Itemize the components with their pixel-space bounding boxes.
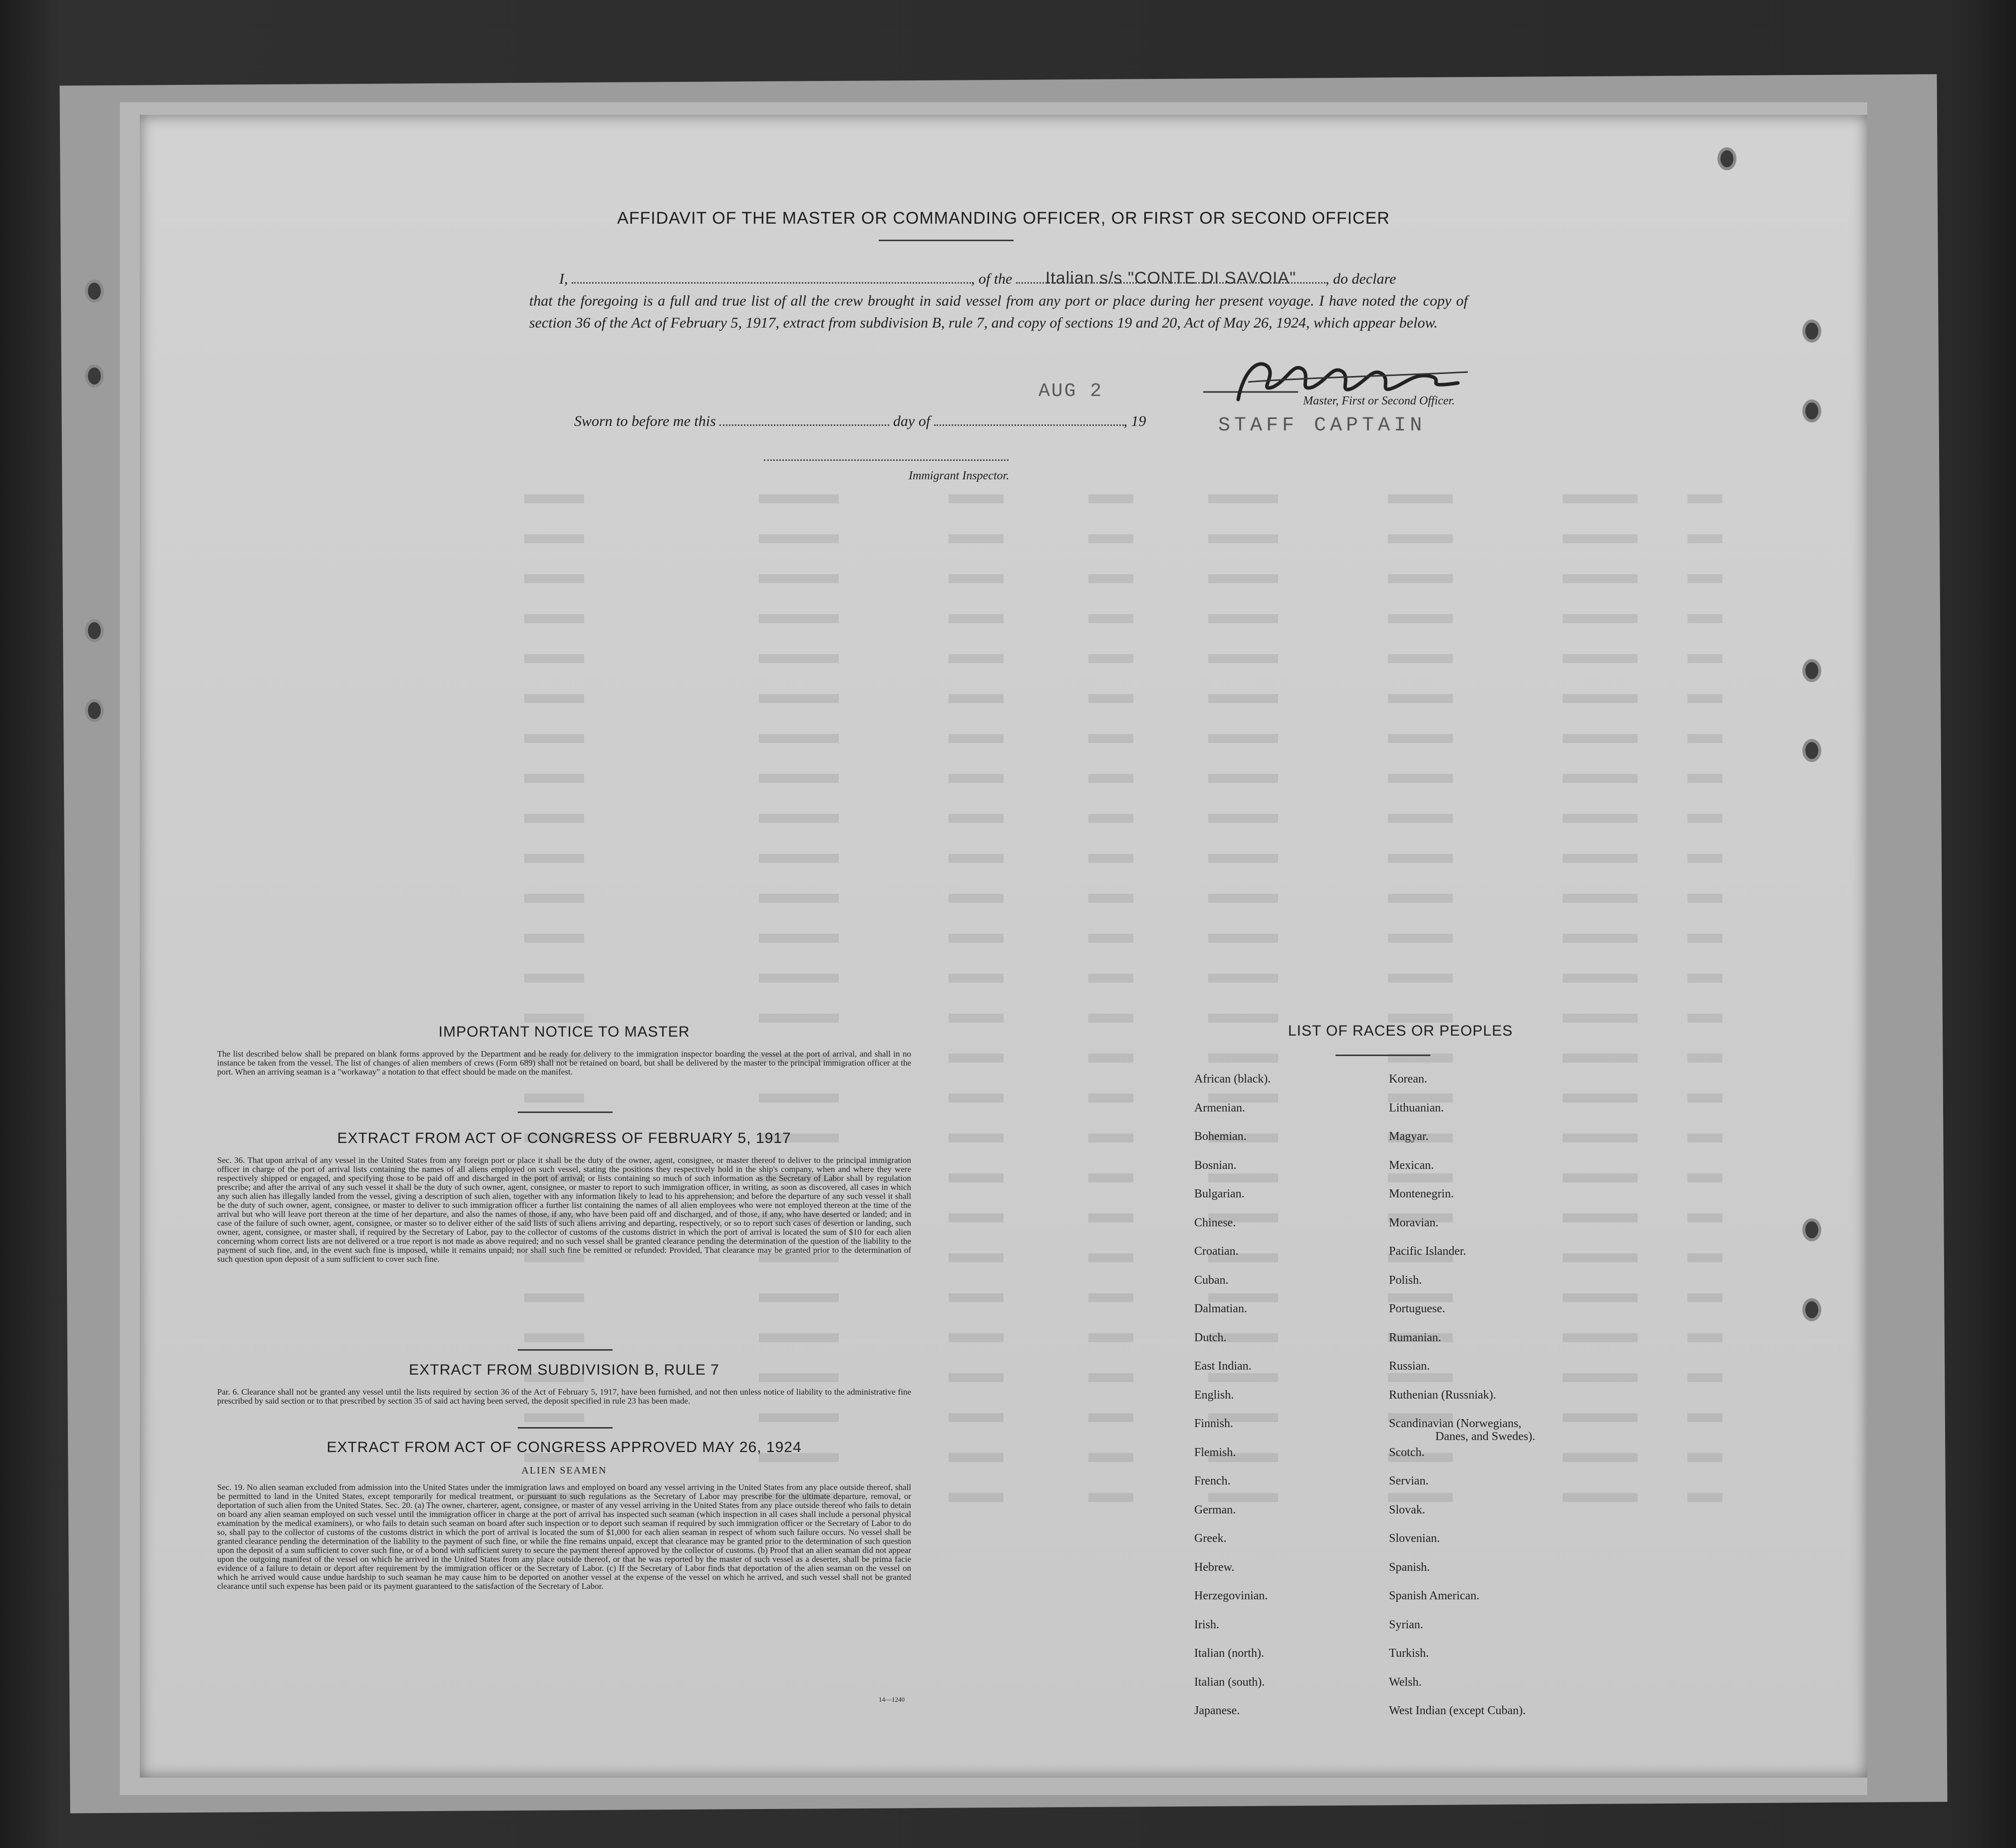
ghost-text	[1687, 934, 1722, 943]
ghost-text	[1088, 1094, 1133, 1103]
notice-title: IMPORTANT NOTICE TO MASTER	[438, 1024, 690, 1040]
ghost-text	[1088, 574, 1133, 583]
races-title: LIST OF RACES OR PEOPLES	[1288, 1023, 1513, 1039]
ghost-text	[1208, 1373, 1278, 1382]
name-blank	[572, 267, 971, 284]
ghost-text	[1388, 1373, 1453, 1382]
ship-blank	[1016, 267, 1326, 288]
ghost-text	[524, 854, 584, 863]
ghost-text	[524, 574, 584, 583]
ghost-text	[1563, 854, 1638, 863]
ghost-text	[524, 1293, 584, 1302]
ghost-text	[1563, 814, 1638, 823]
ghost-text	[759, 894, 839, 903]
ghost-text	[1088, 1453, 1133, 1462]
ghost-text	[949, 1173, 1004, 1182]
affidavit-i-label: I,	[559, 271, 568, 287]
race-item: Italian (north).	[1194, 1647, 1264, 1660]
ghost-text	[949, 614, 1004, 623]
race-item: Dalmatian.	[1194, 1302, 1247, 1315]
ghost-text	[1388, 694, 1453, 703]
extract-rule7-title: EXTRACT FROM SUBDIVISION B, RULE 7	[409, 1362, 719, 1378]
ghost-text	[1687, 1014, 1722, 1023]
ghost-text	[524, 934, 584, 943]
ghost-text	[1208, 814, 1278, 823]
extract-1917-text: Sec. 36. That upon arrival of any vessel in the United States from any foreign port or place it shall be the duty of the owner, agent, consignee, or master thereof to deliver to the principal immigration officer in charge of the port of arrival lists containing the names of all aliens employed on such vessel, stating the positions they respectively hold in the ship's company, when and where they were respectively shipped or engaged, and specifying those to be paid off and discharged in the port of arrival; or lists containing so much of such information as the Secretary of Labor shall by regulation prescribe; and after the arrival of any such vessel it shall be the duty of such owner, agent, consignee, or master to report to such immigration officer, in writing, as soon as discovered, all cases in which any such alien has illegally landed from the vessel, giving a description of such alien, together with any information likely to lead to his apprehension; and before the departure of any such vessel it shall be the duty of such owner, agent, consignee, or master to deliver to such immigration officer a further list containing the names of all alien employees who were not employed thereon at the time of the arrival but who will leave port thereon at the time of her departure, and also the names of those, if any, who have been paid off and discharged, and of those, if any, who have deserted or landed; and in case of the failure of such owner, agent, consignee, or master so to deliver either of the said lists of such aliens arriving and departing, respectively, or so to report such cases of desertion or landing, such owner, agent, consignee, or master shall, if required by the Secretary of Labor, pay to the collector of customs of the customs district in which the port of arrival is located the sum of $10 for each alien concerning whom correct lists are not delivered or a true report is not made as above required; and no such vessel shall be granted clearance pending the determination of the question of the liability to the payment of such fine, and, in the event such fine is imposed, while it remains unpaid; nor shall such fine be remitted or refunded: Provided, That clearance may be granted prior to the determination of such question upon deposit of a sum sufficient to cover such fine.	[217, 1155, 911, 1264]
race-item: East Indian.	[1194, 1360, 1252, 1373]
ghost-text	[1088, 534, 1133, 543]
ghost-text	[524, 694, 584, 703]
ghost-text	[1687, 1054, 1722, 1063]
ghost-text	[1563, 1293, 1638, 1302]
divider	[518, 1427, 613, 1429]
ghost-text	[1687, 814, 1722, 823]
ghost-text	[1563, 1453, 1638, 1462]
ghost-text	[1088, 494, 1133, 503]
day-of-label: day of	[893, 413, 931, 429]
ghost-text	[949, 1493, 1004, 1502]
ghost-text	[1208, 854, 1278, 863]
ghost-text	[1208, 974, 1278, 983]
ghost-text	[1088, 1014, 1133, 1023]
ghost-text	[949, 894, 1004, 903]
ghost-text	[759, 694, 839, 703]
ghost-text	[1388, 854, 1453, 863]
ghost-text	[1388, 734, 1453, 743]
ghost-text	[1388, 974, 1453, 983]
signature-caption: Master, First or Second Officer.	[1303, 394, 1455, 407]
ghost-text	[1088, 1253, 1133, 1262]
race-item: Ruthenian (Russniak).	[1389, 1388, 1496, 1402]
race-item: Mexican.	[1389, 1158, 1434, 1172]
race-item: Welsh.	[1389, 1675, 1422, 1689]
race-item: Flemish.	[1194, 1446, 1236, 1459]
ghost-text	[524, 734, 584, 743]
race-item: Japanese.	[1194, 1704, 1240, 1717]
ghost-text	[1388, 1173, 1453, 1182]
race-item: Slovak.	[1389, 1503, 1425, 1516]
ghost-text	[1563, 1253, 1638, 1262]
punch-hole-icon	[1717, 147, 1736, 170]
extract-1924-title: EXTRACT FROM ACT OF CONGRESS APPROVED MAY 26, 1924	[327, 1439, 802, 1456]
ghost-text	[1687, 734, 1722, 743]
ghost-text	[1687, 1333, 1722, 1342]
race-item: French.	[1194, 1475, 1231, 1487]
ghost-text	[1088, 1373, 1133, 1382]
ghost-text	[1388, 534, 1453, 543]
ghost-text	[759, 654, 839, 663]
ghost-text	[1088, 1493, 1133, 1502]
ghost-text	[1388, 814, 1453, 823]
ghost-text	[1563, 734, 1638, 743]
punch-hole-icon	[1802, 739, 1821, 762]
race-item: Bulgarian.	[1194, 1187, 1245, 1200]
race-item: Slovenian.	[1389, 1532, 1440, 1545]
ghost-text	[759, 934, 839, 943]
ghost-text	[1208, 1293, 1278, 1302]
ghost-text	[1208, 694, 1278, 703]
ghost-text	[1088, 1293, 1133, 1302]
race-item: Bohemian.	[1194, 1130, 1247, 1143]
year-label: , 19	[1123, 413, 1146, 429]
ghost-text	[1208, 494, 1278, 503]
ghost-text	[1088, 854, 1133, 863]
ghost-text	[1208, 1493, 1278, 1502]
race-item: Servian.	[1389, 1475, 1429, 1487]
ghost-text	[949, 534, 1004, 543]
ghost-text	[759, 854, 839, 863]
sworn-label: Sworn to before me this	[574, 413, 716, 429]
race-item: Scotch.	[1389, 1446, 1425, 1459]
ghost-text	[949, 1094, 1004, 1103]
ghost-text	[1388, 894, 1453, 903]
ghost-text	[759, 1293, 839, 1302]
ghost-text	[1687, 1253, 1722, 1262]
ghost-text	[1563, 654, 1638, 663]
ghost-text	[1687, 1173, 1722, 1182]
ghost-text	[1388, 654, 1453, 663]
ghost-text	[759, 734, 839, 743]
ghost-text	[1088, 734, 1133, 743]
ghost-text	[949, 814, 1004, 823]
ghost-text	[759, 1094, 839, 1103]
race-item-continuation: Danes, and Swedes).	[1435, 1430, 1535, 1443]
race-item: Finnish.	[1194, 1417, 1234, 1430]
race-item: Pacific Islander.	[1389, 1245, 1466, 1258]
date-stamp: AUG 2	[1038, 380, 1103, 402]
race-item: Cuban.	[1194, 1273, 1229, 1287]
ghost-text	[1388, 1493, 1453, 1502]
affidavit-paragraph: that the foregoing is a full and true list of all the crew brought in said vessel from any port or place during her present voyage. I have noted the copy of section 36 of the Act of February 5, 1917, extract from subdivision B, rule 7, and copy of sections 19 and 20, Act of May 26, 1924, which appear below.	[529, 293, 1468, 331]
ghost-text	[1687, 534, 1722, 543]
ghost-text	[949, 934, 1004, 943]
ghost-text	[949, 1253, 1004, 1262]
ghost-text	[1088, 774, 1133, 783]
ghost-text	[1563, 894, 1638, 903]
ghost-text	[1088, 974, 1133, 983]
ghost-text	[1088, 1173, 1133, 1182]
form-number: 14—1240	[879, 1696, 905, 1703]
race-item: Turkish.	[1389, 1647, 1429, 1660]
race-item: African (black).	[1194, 1073, 1271, 1086]
inspector-caption: Immigrant Inspector.	[909, 469, 1009, 482]
ghost-text	[1088, 1133, 1133, 1142]
divider	[518, 1349, 613, 1351]
ghost-text	[949, 734, 1004, 743]
race-item: Spanish American.	[1389, 1589, 1480, 1602]
ghost-text	[1687, 894, 1722, 903]
ghost-text	[1208, 654, 1278, 663]
ghost-text	[1088, 934, 1133, 943]
ghost-text	[524, 614, 584, 623]
punch-hole-icon	[85, 365, 104, 387]
divider	[518, 1111, 613, 1113]
ghost-text	[1208, 574, 1278, 583]
ghost-text	[524, 1094, 584, 1103]
ghost-text	[1208, 534, 1278, 543]
ghost-text	[759, 774, 839, 783]
ghost-text	[1687, 1094, 1722, 1103]
ghost-text	[949, 1453, 1004, 1462]
ghost-text	[524, 774, 584, 783]
ghost-text	[1687, 694, 1722, 703]
ghost-text	[524, 1413, 584, 1422]
ghost-text	[1563, 974, 1638, 983]
ghost-text	[949, 1133, 1004, 1142]
ghost-text	[949, 1373, 1004, 1382]
ghost-text	[949, 974, 1004, 983]
ghost-text	[759, 1413, 839, 1422]
ghost-text	[759, 574, 839, 583]
ghost-text	[1687, 1373, 1722, 1382]
ghost-text	[759, 494, 839, 503]
ghost-text	[949, 1054, 1004, 1063]
inspector-signature-line	[764, 459, 1008, 461]
ghost-text	[1687, 574, 1722, 583]
ghost-text	[1088, 614, 1133, 623]
ghost-text	[524, 894, 584, 903]
extract-1924-text: Sec. 19. No alien seaman excluded from admission into the United States under the immigration laws and employed on board any vessel arriving in the United States from any place outside thereof, shall be permitted to land in the United States, except temporarily for medical treatment, or pursuant to such regulations as the Secretary of Labor may prescribe for the ultimate departure, removal, or deportation of such alien from the United States. Sec. 20. (a) The owner, charterer, agent, consignee, or master of any vessel arriving in the United States from any place outside thereof who fails to detain on board any alien seaman employed on such vessel until the immigration officer in charge at the port of arrival has inspected such seaman (which inspection in all cases shall include a personal physical examination by the medical examiners), or who fails to detain such seaman on board after such inspection or to deport such seaman if required by such immigration officer or the Secretary of Labor to do so, shall pay to the collector of customs of the customs district in which the port of arrival is located the sum of $1,000 for each alien seaman in respect of whom such failure occurs. No vessel shall be granted clearance pending the determination of the liability to the payment of such fine, or while the fine remains unpaid, except that clearance may be granted prior to the determination of such question upon the deposit of a sum sufficient to cover such fine, or of a bond with sufficient surety to secure the payment thereof approved by the collector of customs. (b) Proof that an alien seaman did not appear upon the outgoing manifest of the vessel on which he arrived in the United States from any place outside thereof, or that he was reported by the master of such vessel as a deserter, shall be prima facie evidence of a failure to detain or deport after requirement by the immigration officer or the Secretary of Labor. (c) If the Secretary of Labor finds that deportation of the alien seaman on the vessel on which he arrived would cause undue hardship to such seaman he may cause him to be deported on another vessel at the expense of the vessel on which he arrived, and such vessel shall not be granted clearance until such expense has been paid or its payment guaranteed to the satisfaction of the Secretary of Labor.	[217, 1482, 911, 1591]
extract-1917-title: EXTRACT FROM ACT OF CONGRESS OF FEBRUARY 5, 1917	[337, 1130, 791, 1146]
punch-hole-icon	[1802, 1298, 1821, 1321]
ghost-text	[1208, 1014, 1278, 1023]
ghost-text	[759, 614, 839, 623]
race-item: Magyar.	[1389, 1130, 1429, 1143]
sworn-row	[574, 409, 1146, 430]
ghost-text	[1088, 1333, 1133, 1342]
ghost-text	[524, 1333, 584, 1342]
ghost-text	[1208, 894, 1278, 903]
ghost-text	[1687, 774, 1722, 783]
ghost-text	[949, 1413, 1004, 1422]
ghost-text	[1563, 1014, 1638, 1023]
ghost-text	[1208, 614, 1278, 623]
ghost-text	[759, 974, 839, 983]
ghost-text	[1563, 1094, 1638, 1103]
ghost-text	[524, 654, 584, 663]
race-item: Spanish.	[1389, 1560, 1430, 1574]
race-item: Russian.	[1389, 1360, 1430, 1373]
ghost-text	[949, 1293, 1004, 1302]
ghost-text	[1563, 1213, 1638, 1222]
race-item: Montenegrin.	[1389, 1187, 1454, 1200]
ghost-text	[1687, 854, 1722, 863]
race-item: Hebrew.	[1194, 1560, 1235, 1574]
ghost-text	[1563, 934, 1638, 943]
punch-hole-icon	[1802, 320, 1821, 343]
ghost-text	[1687, 974, 1722, 983]
ghost-text	[1088, 654, 1133, 663]
race-item: Chinese.	[1194, 1216, 1236, 1229]
ghost-text	[1088, 694, 1133, 703]
ghost-text	[1208, 734, 1278, 743]
ghost-text	[1687, 1293, 1722, 1302]
race-item: Portuguese.	[1389, 1302, 1445, 1315]
declare-label: , do declare	[1326, 271, 1396, 287]
ghost-text	[1088, 1054, 1133, 1063]
race-item: Moravian.	[1389, 1216, 1439, 1229]
ghost-text	[1687, 1413, 1722, 1422]
ghost-text	[1208, 934, 1278, 943]
ghost-text	[1388, 494, 1453, 503]
of-the-label: , of the	[971, 271, 1012, 287]
ghost-text	[524, 814, 584, 823]
race-item: Rumanian.	[1389, 1331, 1441, 1344]
ghost-text	[524, 494, 584, 503]
ghost-text	[1563, 1413, 1638, 1422]
ghost-text	[1388, 574, 1453, 583]
staff-captain-stamp: STAFF CAPTAIN	[1218, 414, 1426, 437]
ghost-text	[1563, 574, 1638, 583]
ghost-text	[949, 1213, 1004, 1222]
ghost-text	[1563, 1333, 1638, 1342]
ghost-text	[1563, 614, 1638, 623]
ghost-text	[1563, 1373, 1638, 1382]
punch-hole-icon	[1802, 399, 1821, 422]
ghost-text	[1563, 774, 1638, 783]
ghost-text	[1563, 1133, 1638, 1142]
race-item: Greek.	[1194, 1532, 1227, 1545]
ghost-text	[949, 854, 1004, 863]
ghost-text	[1388, 774, 1453, 783]
ghost-text	[1687, 654, 1722, 663]
ghost-text	[1563, 1173, 1638, 1182]
divider	[1336, 1055, 1430, 1056]
punch-hole-icon	[1802, 1218, 1821, 1241]
ghost-text	[759, 534, 839, 543]
ghost-text	[1687, 614, 1722, 623]
ghost-text	[1388, 614, 1453, 623]
race-item: Dutch.	[1194, 1331, 1227, 1344]
race-item: Polish.	[1389, 1273, 1422, 1287]
document-page	[140, 115, 1867, 1778]
ghost-text	[949, 694, 1004, 703]
ghost-text	[1208, 1054, 1278, 1063]
ghost-text	[524, 534, 584, 543]
ghost-text	[949, 654, 1004, 663]
ghost-text	[1088, 894, 1133, 903]
ghost-text	[1563, 494, 1638, 503]
race-item: Bosnian.	[1194, 1158, 1237, 1172]
race-item: Irish.	[1194, 1618, 1219, 1631]
ghost-text	[1687, 1133, 1722, 1142]
title-divider	[879, 240, 1013, 241]
ghost-text	[1088, 1213, 1133, 1222]
ghost-text	[759, 814, 839, 823]
ghost-text	[759, 1014, 839, 1023]
ghost-text	[1563, 1054, 1638, 1063]
race-item: Herzegovinian.	[1194, 1589, 1268, 1602]
race-item: Lithuanian.	[1389, 1101, 1444, 1114]
ghost-text	[1687, 1453, 1722, 1462]
race-item: Korean.	[1389, 1073, 1427, 1086]
race-item: English.	[1194, 1388, 1234, 1402]
sworn-day-blank	[719, 409, 889, 426]
ghost-text	[1088, 1413, 1133, 1422]
ghost-text	[1563, 534, 1638, 543]
ghost-text	[1208, 774, 1278, 783]
race-item: Italian (south).	[1194, 1675, 1265, 1689]
ghost-text	[949, 494, 1004, 503]
ghost-text	[1088, 814, 1133, 823]
ghost-text	[949, 574, 1004, 583]
race-item: Armenian.	[1194, 1101, 1245, 1114]
race-item: Scandinavian (Norwegians,	[1389, 1417, 1522, 1430]
ghost-text	[524, 974, 584, 983]
ghost-text	[524, 1014, 584, 1023]
ghost-text	[1563, 694, 1638, 703]
alien-seamen-heading: ALIEN SEAMEN	[521, 1465, 607, 1476]
ghost-text	[1388, 1293, 1453, 1302]
notice-text: The list described below shall be prepared on blank forms approved by the Department and be ready for delivery to the immigration inspector boarding the vessel at the port of arrival, and shall in no instance be taken from the vessel. The list of changes of alien members of crews (Form 689) shall not be retained on board, but shall be delivered by the master to the principal immigration officer at the port. When an arriving seaman is a "workaway" a notation to that effect should be made on the manifest.	[217, 1049, 911, 1077]
ghost-text	[1687, 1213, 1722, 1222]
affidavit-title: AFFIDAVIT OF THE MASTER OR COMMANDING OFFICER, OR FIRST OR SECOND OFFICER	[617, 209, 1390, 228]
punch-hole-icon	[1802, 659, 1821, 682]
ghost-text	[949, 1014, 1004, 1023]
ghost-text	[1563, 1493, 1638, 1502]
affidavit-text	[529, 267, 1468, 334]
ghost-text	[1388, 1014, 1453, 1023]
race-item: Croatian.	[1194, 1245, 1239, 1258]
sworn-month-blank	[934, 409, 1124, 426]
race-item: German.	[1194, 1503, 1236, 1516]
race-item: West Indian (except Cuban).	[1389, 1704, 1526, 1717]
race-item: Syrian.	[1389, 1618, 1423, 1631]
ghost-text	[1687, 494, 1722, 503]
ghost-text	[949, 774, 1004, 783]
ghost-text	[759, 1333, 839, 1342]
ghost-text	[1388, 934, 1453, 943]
ship-name: Italian s/s "CONTE DI SAVOIA"	[1045, 269, 1297, 288]
punch-hole-icon	[85, 619, 104, 642]
ghost-text	[1687, 1493, 1722, 1502]
extract-rule7-text: Par. 6. Clearance shall not be granted any vessel until the lists required by section 36 of the Act of February 5, 1917, have been furnished, and not then unless notice of liability to the administrative fine prescribed by said section or to that prescribed by section 35 of said act having been served, the deposit specified in rule 23 has been made.	[217, 1387, 911, 1406]
punch-hole-icon	[85, 699, 104, 722]
ghost-text	[1208, 1173, 1278, 1182]
ghost-text	[949, 1333, 1004, 1342]
punch-hole-icon	[85, 280, 104, 303]
